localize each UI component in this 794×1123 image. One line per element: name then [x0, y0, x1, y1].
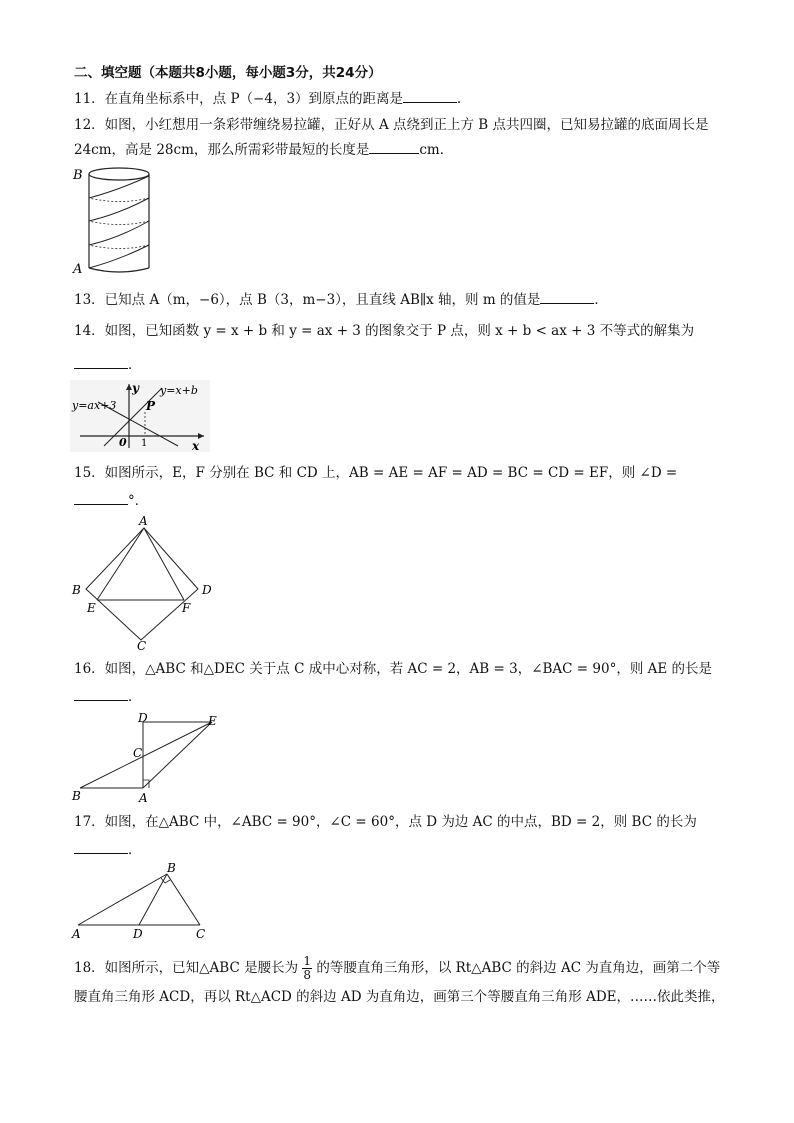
section-title: 二、填空题（本题共8小题，每小题3分，共24分） — [74, 65, 382, 81]
q18-line1-a: 18．如图所示，已知△ABC 是腰长为 — [74, 960, 299, 976]
q12-label-b: B — [73, 168, 83, 183]
q17-label-c: C — [196, 927, 206, 940]
q17-label-b: B — [167, 861, 176, 875]
q17-answer-blank[interactable] — [74, 840, 128, 854]
q18-frac-num: 1 — [303, 954, 312, 968]
q15-line1: 15．如图所示，E，F 分别在 BC 和 CD 上，AB = AE = AF = AD = BC = CD = EF，则 ∠D = — [74, 465, 678, 481]
q15-answer-blank[interactable] — [74, 491, 128, 505]
question-11 — [74, 89, 471, 108]
q14-label-x: x — [192, 439, 200, 452]
q16-figure — [70, 710, 230, 804]
q15-label-d: D — [202, 583, 212, 597]
q13-end: ． — [594, 292, 608, 308]
q15-label-b: B — [72, 583, 81, 597]
q17-line1: 17．如图，在△ABC 中，∠ABC = 90°，∠C = 60°，点 D 为边 AC 的中点，BD = 2，则 BC 的长为 — [74, 814, 697, 830]
q12-unit: cm． — [419, 142, 454, 158]
q17-end: ． — [128, 842, 142, 858]
q14-answer-blank[interactable] — [74, 355, 128, 369]
question-15 — [74, 491, 148, 510]
q12-cylinder-figure — [70, 164, 160, 279]
q17-label-d: D — [133, 927, 143, 940]
q18-line1-b: 的等腰直角三角形，以 Rt△ABC 的斜边 AC 为直角边，画第二个等 — [316, 960, 721, 976]
q14-label-left-line: y=ax+3 — [72, 399, 117, 412]
q18-fraction — [302, 955, 312, 982]
q12-answer-blank[interactable] — [369, 140, 419, 154]
question-13 — [74, 290, 608, 309]
q11-answer-blank[interactable] — [403, 89, 457, 103]
question-16 — [74, 687, 142, 706]
q13-text: 13．已知点 A（m，−6），点 B（3，m−3），且直线 AB∥x 轴，则 m 的值是 — [74, 292, 541, 308]
q15-end: °． — [128, 493, 149, 509]
q15-label-f: F — [182, 601, 191, 615]
q17-label-a: A — [72, 927, 81, 940]
q15-label-e: E — [87, 601, 96, 615]
q14-label-y: y — [132, 381, 139, 395]
q16-answer-blank[interactable] — [74, 687, 128, 701]
q12-line1: 12．如图，小红想用一条彩带缠绕易拉罐，正好从 A 点绕到正上方 B 点共四圈，已知易拉罐的底面周长是 — [74, 117, 709, 133]
q12-label-a: A — [73, 262, 83, 277]
q14-label-p: P — [146, 399, 156, 413]
q15-label-a: A — [139, 514, 148, 528]
q17-figure — [70, 860, 220, 940]
q16-line1: 16．如图，△ABC 和△DEC 关于点 C 成中心对称，若 AC = 2，AB = 3，∠BAC = 90°，则 AE 的长是 — [74, 661, 713, 677]
q11-text: 11．在直角坐标系中，点 P（−4，3）到原点的距离是 — [74, 91, 404, 107]
q13-answer-blank[interactable] — [540, 290, 594, 304]
question-12 — [74, 140, 453, 159]
question-17 — [74, 840, 142, 859]
q14-end: ． — [128, 357, 142, 373]
question-18 — [74, 955, 720, 982]
q14-graph-figure — [70, 380, 210, 452]
q16-label-c: C — [133, 746, 143, 760]
q14-label-right-line: y=x+b — [160, 384, 198, 397]
q16-label-a: A — [139, 791, 148, 804]
q16-label-e: E — [208, 714, 217, 728]
q14-line1: 14．如图，已知函数 y = x + b 和 y = ax + 3 的图象交于 P 点，则 x + b < ax + 3 不等式的解集为 — [74, 323, 695, 339]
q14-label-origin: 0 — [119, 436, 127, 449]
q14-label-tick: 1 — [141, 438, 148, 449]
q15-label-c: C — [137, 639, 147, 652]
q12-line2: 24cm，高是 28cm，那么所需彩带最短的长度是 — [74, 142, 370, 158]
q16-end: ． — [128, 689, 142, 705]
q15-figure — [70, 514, 220, 652]
q18-frac-den: 8 — [303, 968, 312, 982]
q18-line2: 腰直角三角形 ACD，再以 Rt△ACD 的斜边 AD 为直角边，画第三个等腰直角三角形 ADE，……依此类推， — [74, 989, 725, 1005]
question-14 — [74, 355, 142, 374]
q16-label-b: B — [72, 789, 81, 803]
q11-end: ． — [457, 91, 471, 107]
q16-label-d: D — [138, 711, 148, 725]
